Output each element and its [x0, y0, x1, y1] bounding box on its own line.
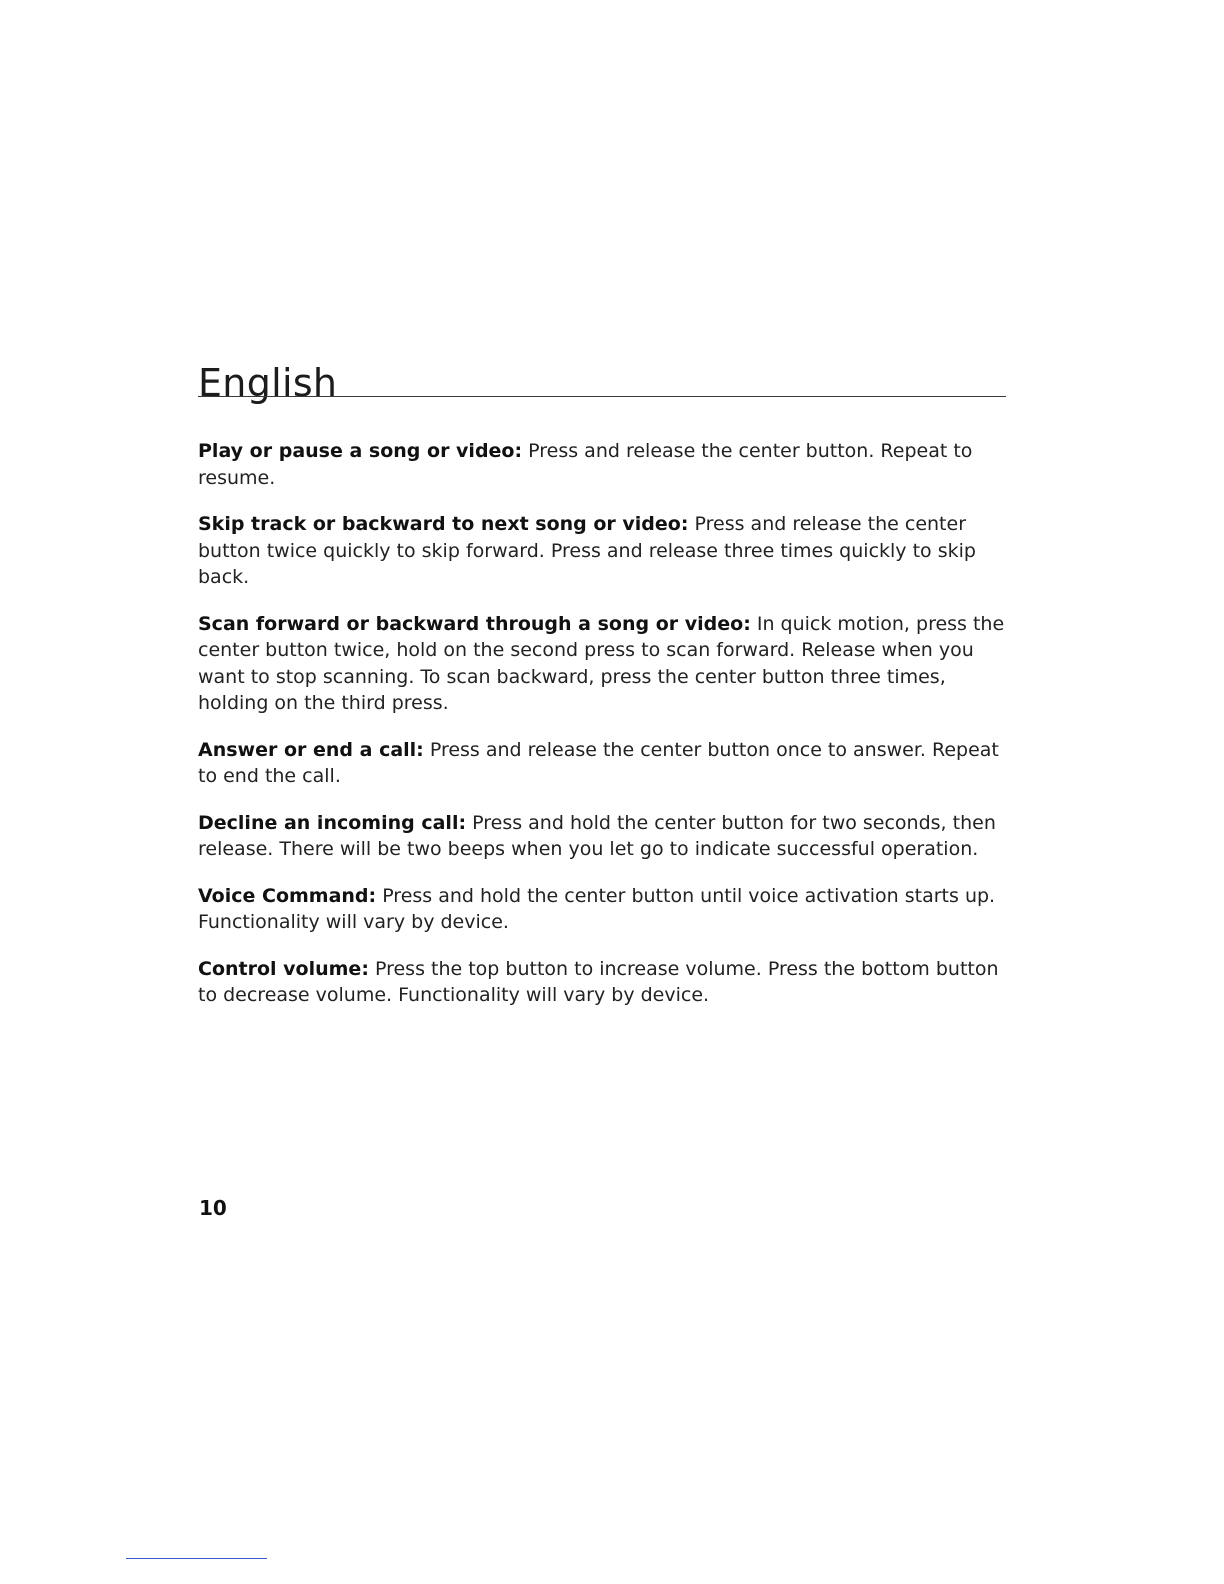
- instruction-term: Scan forward or backward through a song or video:: [198, 612, 751, 635]
- instruction-term: Decline an incoming call:: [198, 811, 467, 834]
- instruction-decline-call: [198, 810, 1006, 863]
- instruction-text: Press and release the center button once to answer. Repeat to end the call.: [198, 738, 999, 787]
- instruction-text: Press and hold the center button for two seconds, then release. There will be two beeps when you let go to indicate successful operation.: [198, 811, 996, 860]
- instruction-term: Voice Command:: [198, 884, 377, 907]
- instruction-text: Press and hold the center button until voice activation starts up. Functionality will vary by device.: [198, 884, 996, 933]
- instruction-term: Skip track or backward to next song or video:: [198, 513, 689, 535]
- instruction-answer-end-call: [198, 737, 1006, 790]
- page-number: 10: [199, 1196, 227, 1220]
- instruction-list: [198, 438, 1006, 1029]
- instruction-text: In quick motion, press the center button twice, hold on the second press to scan forward. Release when you want to stop scanning. To scan backward, press the center button three times, holding on the third press.: [198, 612, 1005, 714]
- instruction-text: Press the top button to increase volume. Press the bottom button to decrease volume. Functionality will vary by device.: [198, 957, 999, 1006]
- title-divider: [198, 396, 1006, 397]
- instruction-skip-track: [198, 511, 1006, 591]
- page-title: English: [198, 361, 338, 406]
- instruction-text: Press and release the center button twice quickly to skip forward. Press and release three times quickly to skip back.: [198, 513, 976, 588]
- instruction-text: Press and release the center button. Repeat to resume.: [198, 440, 973, 489]
- footer-link-underline: [126, 1558, 267, 1559]
- instruction-term: Control volume:: [198, 957, 369, 980]
- instruction-voice-command: [198, 883, 1006, 936]
- instruction-term: Answer or end a call:: [198, 738, 424, 761]
- instruction-scan: [198, 611, 1006, 717]
- instruction-term: Play or pause a song or video:: [198, 440, 523, 462]
- instruction-play-pause: [198, 438, 1006, 491]
- instruction-control-volume: [198, 956, 1006, 1009]
